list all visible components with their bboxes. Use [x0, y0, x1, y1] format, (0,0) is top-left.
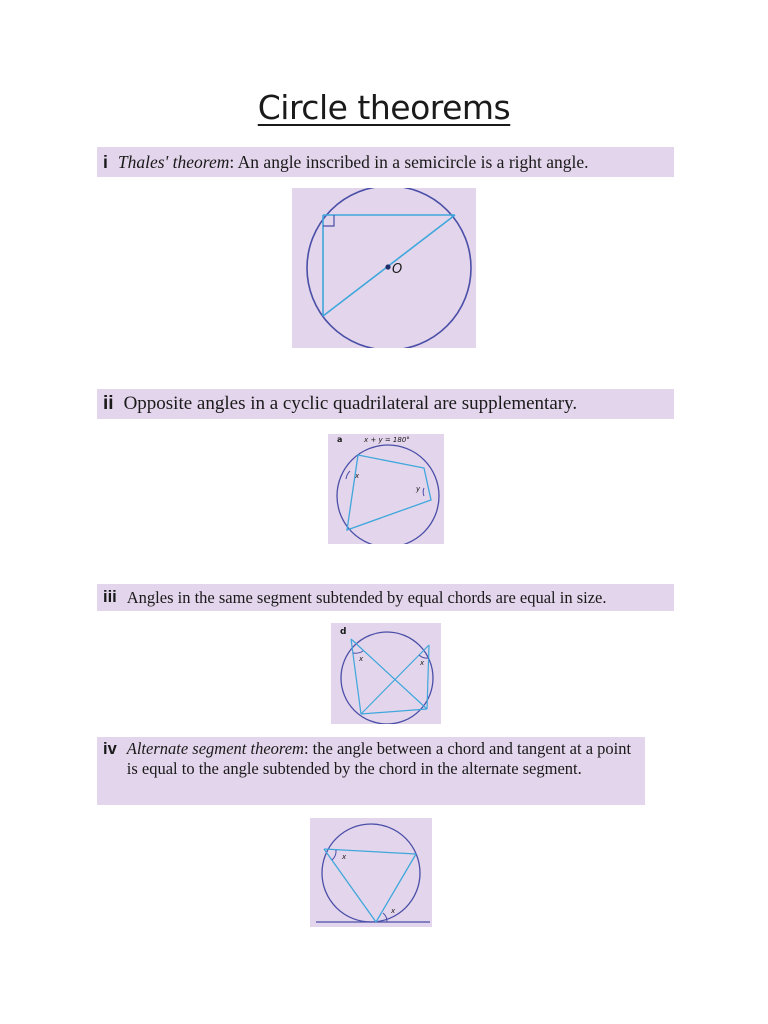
angle-label-tangent: x — [391, 907, 396, 915]
theorem-statement: An angle inscribed in a semicircle is a right angle. — [234, 151, 589, 172]
theorem-colon: : — [229, 151, 235, 172]
angle-x-arc — [346, 471, 350, 479]
theorem-number: i — [103, 151, 108, 172]
angle-y-label: y — [416, 485, 421, 493]
same-segment-diagram — [331, 623, 441, 724]
angle-label-left: x — [359, 655, 364, 663]
circle-outline — [341, 632, 433, 724]
theorem-i-banner — [97, 147, 674, 177]
theorem-name: Alternate segment theorem — [126, 739, 304, 758]
part-label: d — [340, 627, 347, 637]
angle-label-right: x — [420, 659, 425, 667]
angle-arc-top — [332, 850, 336, 860]
theorem-colon: : — [303, 739, 309, 758]
angle-arc-left — [353, 651, 363, 653]
page-title: Circle theorems — [257, 88, 511, 127]
theorem-iv-banner — [97, 737, 645, 805]
theorem-name: Thales' theorem — [117, 151, 230, 172]
theorem-statement: the angle between a chord and tangent at a point is equal to the angle subtended by the chord in the alternate segment. — [126, 739, 636, 778]
theorem-number: ii — [103, 393, 114, 414]
part-label: a — [337, 435, 343, 444]
angle-y-arc — [423, 488, 424, 496]
theorem-iii-banner — [97, 584, 674, 611]
alternate-segment-diagram — [310, 818, 432, 927]
theorem-statement: Opposite angles in a cyclic quadrilateral are supplementary. — [123, 393, 578, 414]
chord-right — [376, 854, 416, 922]
theorem-number: iv — [103, 740, 117, 758]
theorem-number: iii — [103, 588, 117, 606]
theorem-ii-banner — [97, 389, 674, 419]
chord — [351, 639, 427, 709]
theorem-body — [127, 739, 639, 779]
thales-diagram — [292, 188, 476, 348]
chord — [351, 639, 361, 714]
angle-label-top: x — [342, 853, 347, 861]
center-point — [385, 264, 390, 269]
chord-left — [324, 849, 376, 922]
center-label: O — [392, 262, 403, 277]
angle-x-label: x — [355, 472, 360, 480]
angle-equation: x + y = 180° — [364, 436, 410, 444]
theorem-statement: Angles in the same segment subtended by equal chords are equal in size. — [126, 587, 607, 607]
cyclic-quadrilateral-diagram — [328, 434, 444, 544]
chord-top — [324, 849, 416, 854]
